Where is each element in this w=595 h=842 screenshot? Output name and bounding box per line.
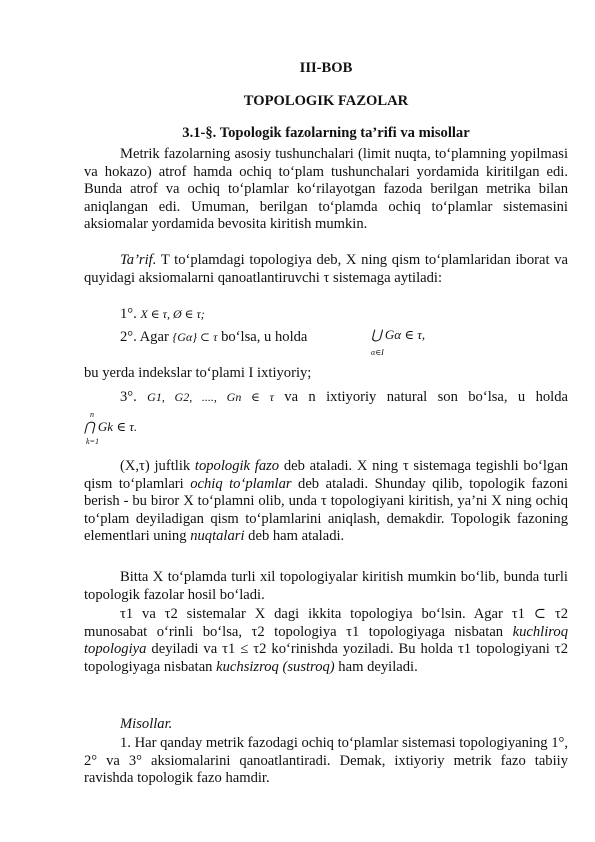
comparison-paragraph: τ1 va τ2 sistemalar X dagi ikkita topologiya bo‘lsin. Agar τ1 ⊂ τ2 munosabat o‘rinli bo‘lsa, τ2 topologiya τ1 topologiyaga nisbatan kuchliroq topologiya deyiladi va τ1 ≤ τ2 ko‘rinishda yoziladi. Bu holda τ1 topologiyani τ2 topologiyaga nisbatan kuchsizroq (sustroq) ham deyiladi. [84, 606, 568, 675]
chapter-title: TOPOLOGIK FAZOLAR [243, 93, 409, 109]
intersection-top-index: n [90, 410, 94, 419]
intro-paragraph: Metrik fazolarning asosiy tushunchalari (limit nuqta, to‘plamning yopilmasi va hokazo) atrof hamda ochiq to‘plam tushunchalari yordamida kiritilgan edi. Bunda atrof va ochiq to‘plamlar ko‘rilayotgan fazoda berilgan metrika bilan aniqlangan edi. Umuman, berilgan to‘plamda ochiq to‘plamlar sistemasini aksiomalar yordamida bevosita kiritish mumkin. [84, 146, 568, 233]
axiom-3-text: va n ixtiyoriy natural son bo‘lsa, u holda [284, 389, 568, 405]
multiple-topologies-paragraph: Bitta X to‘plamda turli xil topologiyalar kiritish mumkin bo‘lib, bunda turli topologik fazolar hosil bo‘ladi. [84, 569, 568, 603]
axiom-1 [120, 306, 595, 324]
union-index: α∈I [371, 348, 384, 357]
topological-space-paragraph: (X,τ) juftlik topologik fazo deb ataladi. X ning τ sistemaga tegishli bo‘lgan qism to‘plamlari ochiq to‘plamlar deb ataladi. Shunday qilib, topologik fazoni berish - bu biror X to‘plamni olib, unda τ topologiyani kiritish, ya’ni X ning ochiq to‘plam deyiladigan qism to‘plamlarini aniqlash, demakdir. Topologik fazoning elementlari uning nuqtalari deb ham ataladi. [84, 458, 568, 545]
chapter-number: III-BOB [299, 60, 353, 76]
example-1-paragraph: 1. Har qanday metrik fazodagi ochiq to‘plamlar sistemasi topologiyaning 1°, 2° va 3° aksiomalarini qanoatlantiradi. Demak, ixtiyoriy metrik fazo tabiiy ravishda topologik fazo hamdir. [84, 735, 568, 787]
examples-label [84, 716, 568, 734]
definition-paragraph [84, 252, 568, 287]
axiom-2-after: bu yerda indekslar to‘plami I ixtiyoriy; [84, 365, 312, 381]
union-formula: ⋃ Gα ∈ τ, [371, 327, 426, 342]
intersection-bottom-index: k=1 [86, 437, 99, 446]
definition-label: Ta’rif. [120, 252, 157, 268]
axiom-2-number: 2°. [120, 329, 137, 345]
axiom-3 [120, 389, 568, 407]
examples-heading: Misollar. [120, 716, 173, 732]
intersection-formula: ⋂ Gk ∈ τ. [84, 419, 138, 434]
axiom-3-intersection [84, 418, 568, 437]
definition-text: T to‘plamdagi topologiya deb, X ning qism to‘plamlaridan iborat va quyidagi aksiomalarni qanoatlantiruvchi τ sistemaga aytiladi: [84, 252, 568, 286]
section-title: 3.1-§. Topologik fazolarning ta’rifi va misollar [182, 125, 470, 141]
axiom-3-number: 3°. [120, 389, 137, 405]
axiom-2-text: bo‘lsa, u holda [221, 329, 308, 345]
axiom-1-number: 1°. [120, 306, 137, 322]
axiom-2-union [371, 326, 595, 345]
axiom-2-agar: Agar [139, 329, 169, 345]
axiom-2-family: {Gα} ⊂ τ [172, 330, 218, 344]
axiom-1-formula: X ∈ τ, Ø ∈ τ; [140, 307, 205, 321]
axiom-3-formula: G1, G2, ...., Gn ∈ τ [147, 390, 274, 404]
